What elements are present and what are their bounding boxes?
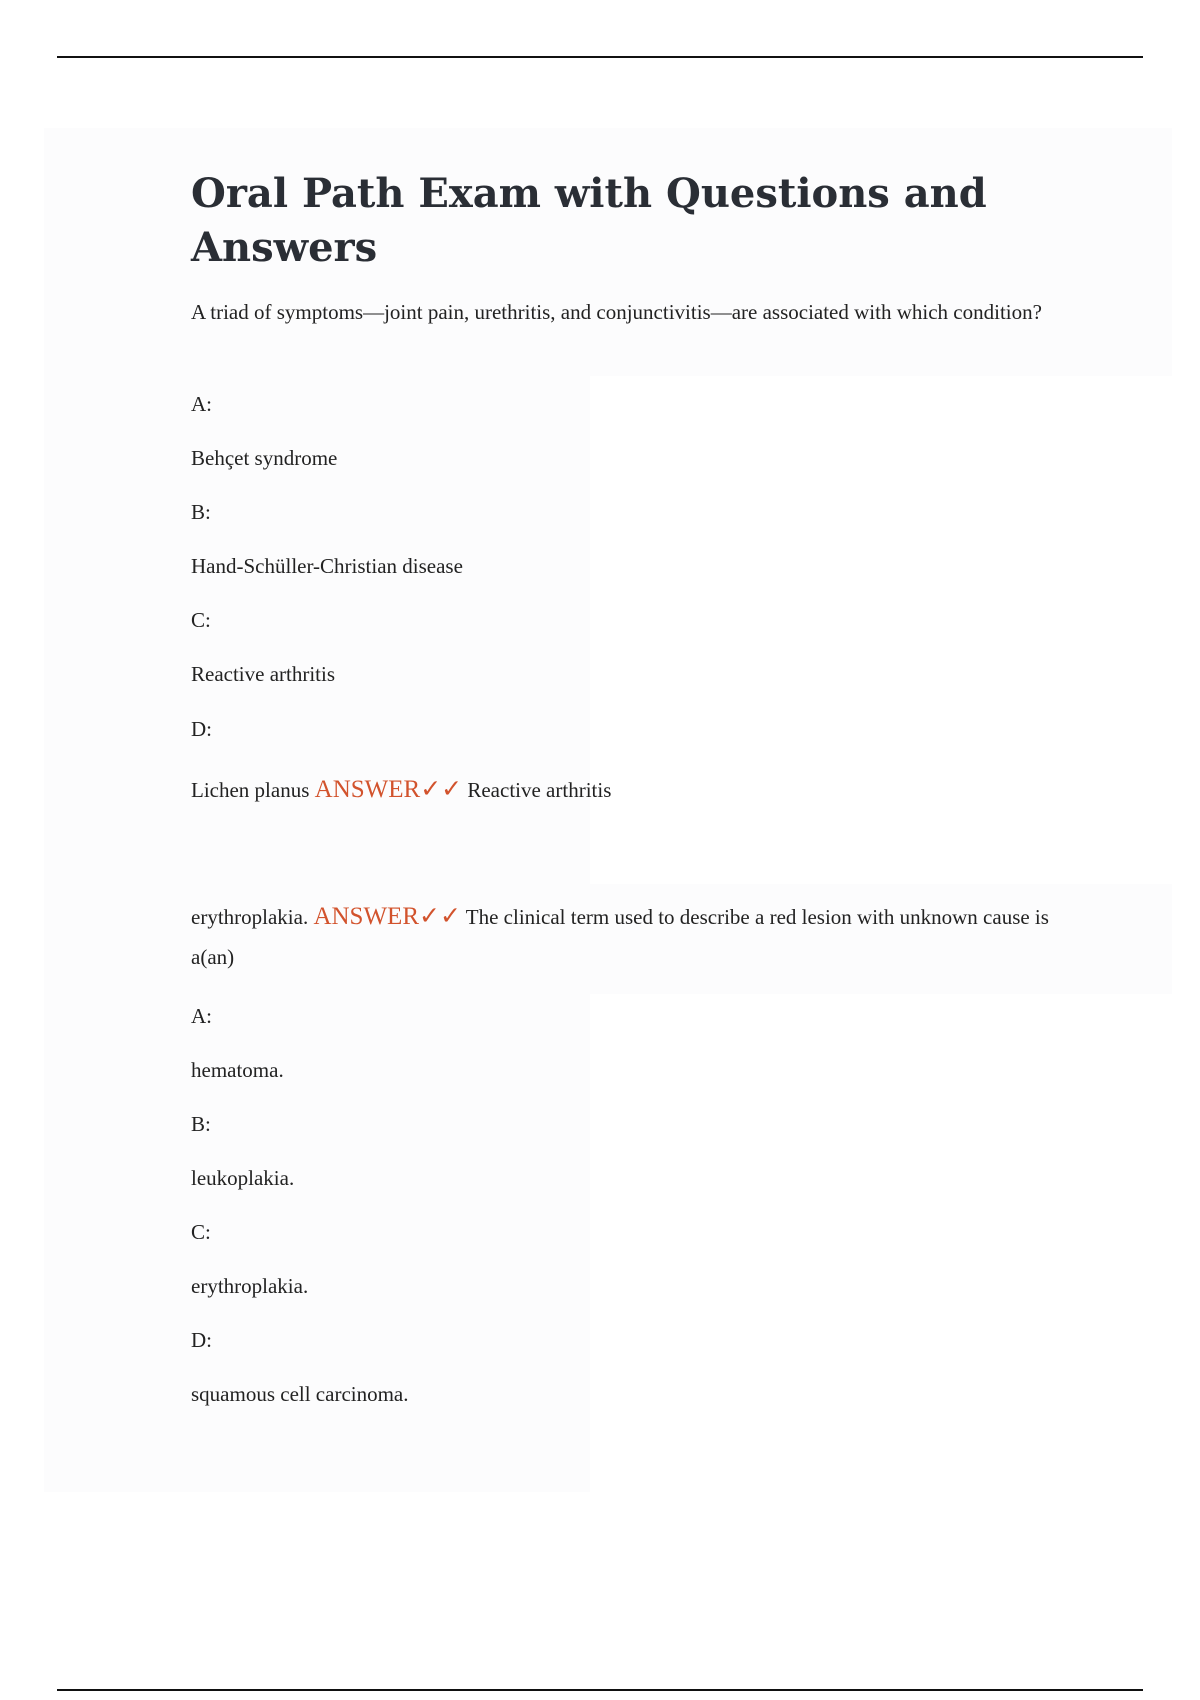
q2-option-c-text: erythroplakia. — [191, 1274, 309, 1298]
document-title: Oral Path Exam with Questions and Answers — [191, 169, 987, 271]
q1-option-d-text: Lichen planus — [191, 778, 310, 802]
q1-option-c-text: Reactive arthritis — [191, 662, 336, 686]
q2-option-b-text: leukoplakia. — [191, 1166, 295, 1190]
q1-option-b-letter: B: — [191, 500, 211, 524]
q1-option-a-text: Behçet syndrome — [191, 446, 338, 470]
q2-question: The clinical term used to describe a red lesion with unknown cause is a(an) — [191, 905, 1049, 969]
answer-label: ANSWER✓✓ — [313, 903, 461, 930]
question-1-text: A triad of symptoms—joint pain, urethritis, and conjunctivitis—are associated with which condition? — [191, 300, 1042, 324]
q2-option-a-text: hematoma. — [191, 1058, 284, 1082]
q2-option-d-text: squamous cell carcinoma. — [191, 1382, 409, 1406]
q2-option-d-letter: D: — [191, 1328, 212, 1352]
q1-option-b-text: Hand-Schüller-Christian disease — [191, 554, 463, 578]
bottom-rule — [57, 1689, 1143, 1691]
top-rule — [57, 56, 1143, 58]
question-2-text — [191, 897, 1071, 977]
answer-text: Reactive arthritis — [467, 778, 612, 802]
q1-option-a-letter: A: — [191, 392, 212, 416]
q1-option-c-letter: C: — [191, 608, 211, 632]
q2-prefix: erythroplakia. — [191, 905, 309, 929]
q2-option-a-letter: A: — [191, 1004, 212, 1028]
q2-option-c-letter: C: — [191, 1220, 211, 1244]
q2-option-b-letter: B: — [191, 1112, 211, 1136]
page-panel — [44, 994, 590, 1492]
q1-option-d-answer-line — [191, 774, 611, 804]
answer-label: ANSWER✓✓ — [314, 776, 463, 803]
q1-option-d-letter: D: — [191, 717, 212, 741]
